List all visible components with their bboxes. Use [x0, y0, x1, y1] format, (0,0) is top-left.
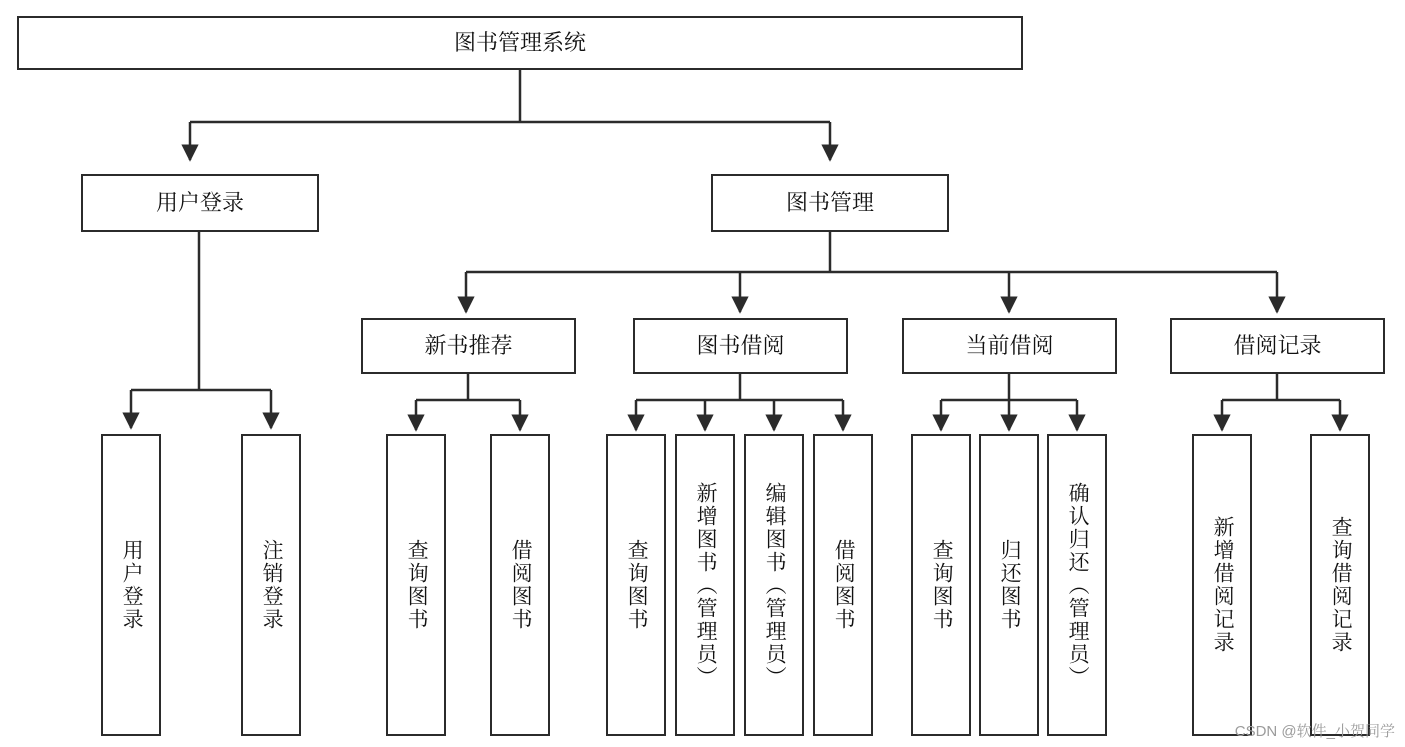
- node-book-borrow-label: 图书借阅: [696, 333, 785, 359]
- leaf-records-add[interactable]: [1192, 434, 1252, 736]
- node-new-book-recommend-label: 新书推荐: [424, 333, 513, 359]
- leaf-label: 查询图书: [625, 539, 649, 631]
- node-root[interactable]: [17, 16, 1023, 70]
- leaf-borrow-edit-book[interactable]: [744, 434, 804, 736]
- leaf-user-login-logout[interactable]: [241, 434, 301, 736]
- node-book-management-label: 图书管理: [785, 190, 874, 216]
- leaf-borrow-query[interactable]: [606, 434, 666, 736]
- node-book-management[interactable]: [711, 174, 949, 232]
- leaf-borrow-borrow-book[interactable]: [813, 434, 873, 736]
- leaf-new-book-query[interactable]: [386, 434, 446, 736]
- leaf-label: 用户登录: [120, 539, 144, 631]
- leaf-borrow-add-book[interactable]: [675, 434, 735, 736]
- leaf-label: 新增借阅记录: [1211, 516, 1235, 654]
- leaf-user-login-login[interactable]: [101, 434, 161, 736]
- node-new-book-recommend[interactable]: [361, 318, 576, 374]
- leaf-label: 查询图书: [930, 539, 954, 631]
- watermark-text: CSDN @软件_小贺同学: [1234, 723, 1395, 740]
- leaf-label: 查询图书: [405, 539, 429, 631]
- leaf-label: 借阅图书: [832, 539, 856, 631]
- leaf-label: 新增图书（管理员）: [694, 481, 718, 689]
- node-current-borrow-label: 当前借阅: [965, 333, 1054, 359]
- leaf-label: 查询借阅记录: [1329, 516, 1353, 654]
- leaf-current-query[interactable]: [911, 434, 971, 736]
- leaf-label: 确认归还（管理员）: [1066, 481, 1090, 689]
- leaf-current-confirm-return[interactable]: [1047, 434, 1107, 736]
- node-root-label: 图书管理系统: [453, 30, 586, 56]
- node-borrow-records-label: 借阅记录: [1233, 333, 1322, 359]
- leaf-label: 注销登录: [260, 539, 284, 631]
- leaf-new-book-borrow[interactable]: [490, 434, 550, 736]
- node-book-borrow[interactable]: [633, 318, 848, 374]
- node-current-borrow[interactable]: [902, 318, 1117, 374]
- leaf-current-return[interactable]: [979, 434, 1039, 736]
- leaf-label: 借阅图书: [509, 539, 533, 631]
- leaf-label: 归还图书: [998, 539, 1022, 631]
- node-user-login-label: 用户登录: [155, 190, 244, 216]
- leaf-records-query[interactable]: [1310, 434, 1370, 736]
- leaf-label: 编辑图书（管理员）: [763, 481, 787, 689]
- node-user-login[interactable]: [81, 174, 319, 232]
- node-borrow-records[interactable]: [1170, 318, 1385, 374]
